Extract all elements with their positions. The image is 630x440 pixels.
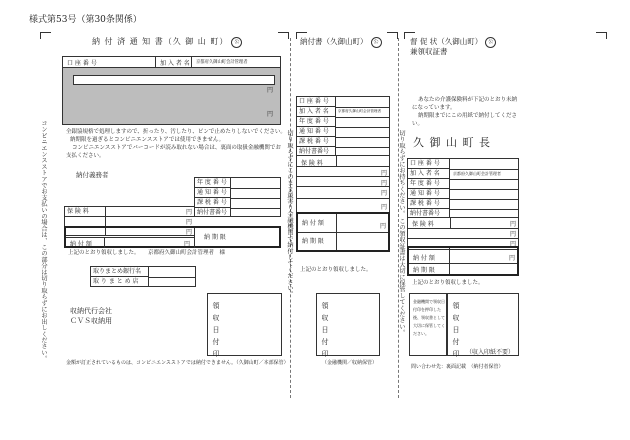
corner-mark bbox=[596, 32, 607, 39]
table-row: 通 知 番 号 bbox=[297, 127, 336, 137]
slip3-stamp-note-box bbox=[409, 293, 447, 356]
total-label: 納 付 額 bbox=[302, 220, 324, 227]
yen-mark: 円 bbox=[184, 241, 191, 248]
yen-mark: 円 bbox=[380, 180, 387, 187]
slip1-note: 支払ください。 bbox=[66, 153, 105, 159]
slip2-title bbox=[300, 36, 382, 48]
slip3-message: 納期限までにこの用紙で納付してくださ bbox=[418, 113, 518, 119]
account-number-label: 口 座 番 号 bbox=[67, 60, 97, 67]
yen-mark: 円 bbox=[267, 87, 274, 94]
branch-name-label: 取 り ま と め 店 bbox=[91, 277, 149, 286]
corner-mark bbox=[278, 32, 289, 39]
slip1-note: コンビニエンスストアでバーコードが読み取れない場合は、裏面の取扱金融機関でお bbox=[72, 145, 281, 151]
total-label: 納 付 額 bbox=[413, 255, 435, 262]
slip3-footer: 問い合わせ先：裏面記載 （納付者保管） bbox=[411, 364, 504, 370]
slip3-total-box bbox=[407, 246, 519, 276]
payee-name-label: 加 入 者 名 bbox=[160, 60, 190, 67]
seal-icon: 公 bbox=[371, 37, 382, 48]
amount-bar bbox=[73, 75, 275, 85]
slip2-stamp-box bbox=[316, 293, 380, 362]
yen-mark: 円 bbox=[509, 231, 516, 238]
stamp-label: 領収日付印 bbox=[321, 302, 329, 362]
slip3-message: い。 bbox=[412, 121, 424, 127]
table-row: 口 座 番 号 bbox=[297, 97, 336, 107]
slip1-note: 全銀協規格で処理しますので、折ったり、汚したり、ピンで止めたりしないでください。 bbox=[66, 129, 286, 135]
yen-mark: 円 bbox=[185, 229, 192, 236]
yen-mark: 円 bbox=[509, 241, 516, 248]
corner-mark bbox=[387, 32, 398, 39]
payee-name-value: 京都府久御山町会計管理者 bbox=[338, 109, 382, 113]
table-row: 納付書番号 bbox=[408, 209, 450, 218]
slip2-title-text: 納付書（久御山町） bbox=[300, 37, 368, 46]
slip2-info-table bbox=[296, 96, 390, 156]
bank-table bbox=[90, 266, 196, 287]
stamp-caption: （収入印紙不要） bbox=[466, 349, 515, 356]
premium-label: 保 険 料 bbox=[65, 207, 195, 217]
seal-icon: 公 bbox=[485, 37, 496, 48]
premium-label: 保 険 料 bbox=[412, 221, 434, 228]
slip3-message: あなたの介護保険料が下記のとおり未納 bbox=[418, 97, 518, 103]
yen-mark: 円 bbox=[380, 223, 387, 230]
yen-mark: 円 bbox=[185, 209, 192, 216]
slip1-code-table bbox=[194, 177, 281, 217]
agent-company: 収納代行会社 bbox=[70, 307, 112, 315]
yen-mark: 円 bbox=[380, 190, 387, 197]
mayor-name: 久 御 山 町 長 bbox=[413, 136, 491, 149]
slip2-side-note: 切り取らずにこのまま最寄り金融機関で納付してください。 bbox=[286, 130, 293, 298]
due-date-label: 納 期 限 bbox=[204, 234, 226, 241]
table-row: 納付書番号 bbox=[195, 208, 231, 217]
received-text: 上記のとおり領収しました。 bbox=[412, 280, 484, 286]
slip3-title-text: 督 促 状（久御山町） bbox=[410, 37, 483, 46]
corner-mark bbox=[40, 32, 51, 39]
table-row: 年 度 番 号 bbox=[297, 117, 336, 127]
table-row: 課 税 番 号 bbox=[408, 199, 450, 209]
table-row: 口 座 番 号 bbox=[408, 159, 450, 169]
payee-name-value: 京都府久御山町会計管理者 bbox=[453, 171, 501, 176]
table-row: 年 度 番 号 bbox=[195, 178, 231, 188]
slip1-footer: 金額が訂正されているものは、コンビニエンスストアでは納付できません。（久御山町／本部保管） bbox=[66, 360, 289, 366]
table-row: 課 税 番 号 bbox=[297, 137, 336, 147]
table-row: 通 知 番 号 bbox=[195, 188, 231, 198]
slip1-stamp-box bbox=[207, 293, 282, 362]
slip1-account-box bbox=[62, 56, 281, 125]
slip1-side-note: コンビニエンスストアでお支払いの場合は、この部分は切り取らずにお出しください。 bbox=[40, 120, 47, 362]
yen-mark: 円 bbox=[380, 170, 387, 177]
slip3-info-table bbox=[407, 158, 519, 218]
stamp-label: 領収日付印 bbox=[212, 302, 220, 362]
slip3-message: になっています。 bbox=[412, 105, 456, 111]
slip1-total-box bbox=[64, 226, 281, 248]
table-row: 加 入 者 名 bbox=[297, 107, 336, 117]
payer-label: 納付義務者 bbox=[76, 171, 109, 179]
slip2-total-box bbox=[296, 212, 390, 252]
slip1-title-text: 納 付 済 通 知 書（久 御 山 町） bbox=[92, 37, 229, 46]
slip3-side-note: この領収証書は大切に保管してください。 bbox=[398, 218, 405, 336]
table-row: 加 入 者 名 bbox=[408, 169, 450, 179]
slip3-subtitle: 兼領収証書 bbox=[410, 47, 448, 56]
payee-name-value: 京都府久御山町会計管理者 bbox=[196, 60, 248, 65]
table-row: 年 度 番 号 bbox=[408, 179, 450, 189]
slip2-footer: （金融機関／収納保管） bbox=[322, 360, 378, 366]
received-text: 上記のとおり領収しました。 bbox=[300, 267, 372, 273]
slip2-amount-table bbox=[296, 156, 390, 214]
table-row: 納付書番号 bbox=[297, 147, 336, 156]
slip3-side-note: 切り取らずにお持ちください。 bbox=[398, 130, 405, 217]
received-by-text: 京都府久御山町会計管理者 様 bbox=[148, 250, 226, 256]
stamp-note: 金融機関で領収日付印を押印した後、領収書として大切に保管してください。 bbox=[413, 299, 445, 336]
table-row: 通 知 番 号 bbox=[408, 189, 450, 199]
received-text: 上記のとおり領収しました。 bbox=[68, 250, 140, 256]
total-label: 納 付 額 bbox=[70, 241, 92, 248]
yen-mark: 円 bbox=[509, 221, 516, 228]
yen-mark: 円 bbox=[509, 255, 516, 262]
due-date-label: 納 期 限 bbox=[302, 238, 324, 245]
slip1-note: 納期限を過ぎるとコンビニエンスストアでは使用できません。 bbox=[70, 137, 225, 143]
due-date-label: 納 期 限 bbox=[413, 267, 435, 274]
slip1-title bbox=[92, 36, 242, 48]
seal-icon: 公 bbox=[231, 37, 242, 48]
yen-mark: 円 bbox=[267, 111, 274, 118]
premium-label: 保 険 料 bbox=[301, 160, 323, 167]
table-row: 課 税 番 号 bbox=[195, 198, 231, 208]
yen-mark: 円 bbox=[380, 204, 387, 211]
agent-cvs-label: ＣＶＳ収納用 bbox=[70, 317, 112, 325]
form-number-label: 様式第53号（第30条関係） bbox=[29, 15, 142, 25]
yen-mark: 円 bbox=[185, 219, 192, 226]
bank-name-label: 取りまとめ銀行名 bbox=[91, 267, 149, 277]
stamp-label: 領収日付印 bbox=[452, 302, 460, 362]
